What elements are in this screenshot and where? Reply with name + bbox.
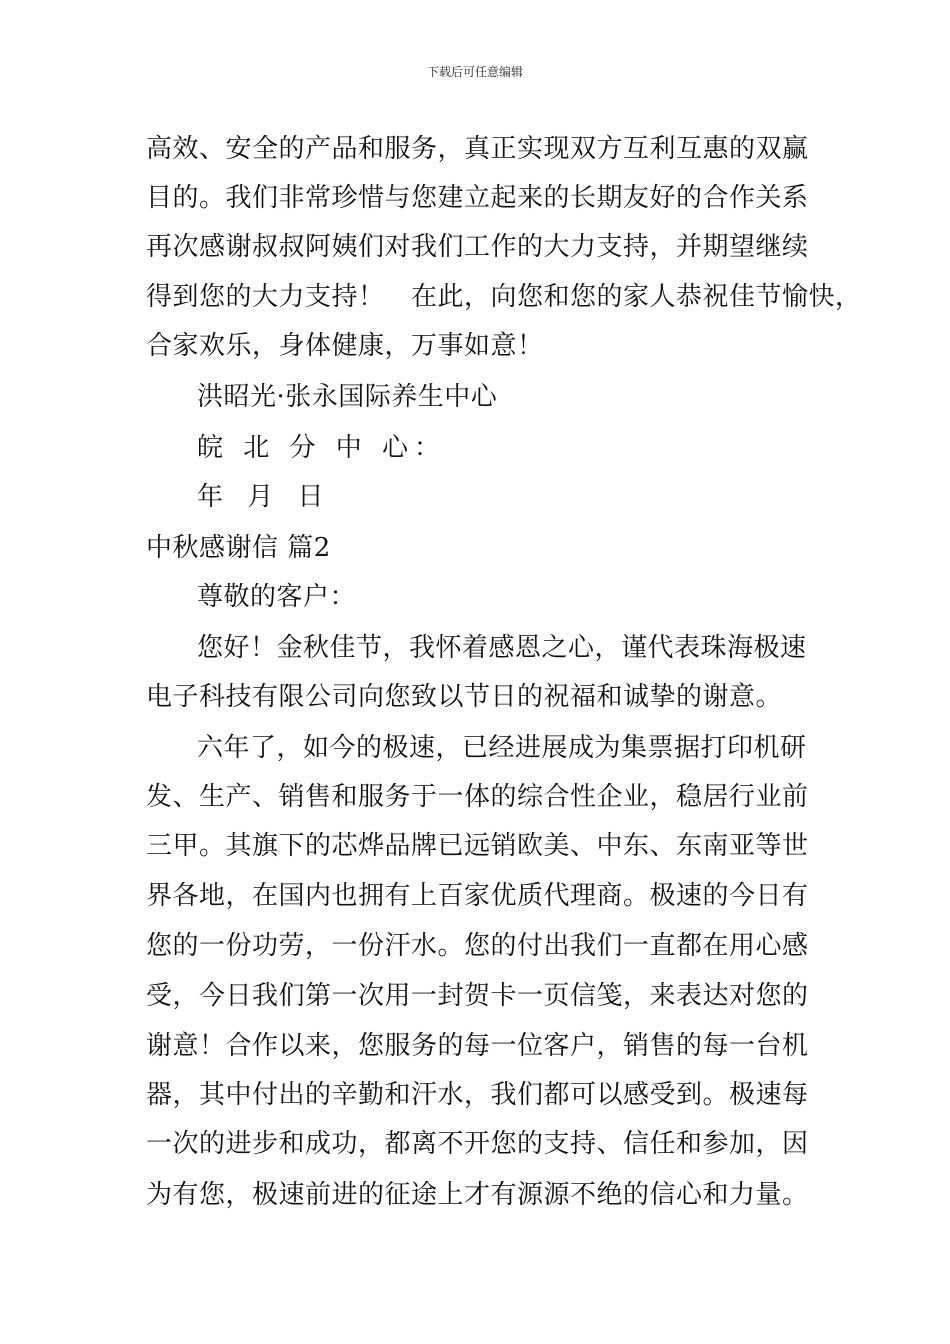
- page-header-note: 下载后可任意编辑: [426, 65, 523, 79]
- paragraph-line: 谢意！合作以来，您服务的每一位客户，销售的每一台机: [146, 1031, 809, 1061]
- paragraph-line: 六年了，如今的极速，已经进展成为集票据打印机研: [197, 733, 807, 763]
- section-title: 中秋感谢信 篇2: [146, 533, 331, 563]
- paragraph-line: 您好！金秋佳节，我怀着感恩之心，谨代表珠海极速: [197, 633, 807, 663]
- paragraph-line: 受，今日我们第一次用一封贺卡一页信笺，来表达对您的: [146, 981, 809, 1011]
- signature-date: 年 月 日: [197, 482, 332, 512]
- paragraph-line: 器，其中付出的辛勤和汗水，我们都可以感受到。极速每: [146, 1080, 809, 1110]
- paragraph-line: 合家欢乐，身体健康，万事如意！: [146, 331, 544, 361]
- paragraph-line: 目的。我们非常珍惜与您建立起来的长期友好的合作关系: [146, 183, 809, 213]
- signature-branch: 皖 北 分 中 心：: [197, 433, 447, 463]
- paragraph-line: 发、生产、销售和服务于一体的综合性企业，稳居行业前: [146, 782, 809, 812]
- paragraph-line: 为有您，极速前进的征途上才有源源不绝的信心和力量。: [146, 1180, 809, 1210]
- salutation: 尊敬的客户：: [197, 582, 357, 612]
- paragraph-line: 电子科技有限公司向您致以节日的祝福和诚挚的谢意。: [146, 682, 783, 712]
- paragraph-line: 高效、安全的产品和服务，真正实现双方互利互惠的双赢: [146, 134, 809, 164]
- signature-org: 洪昭光·张永国际养生中心: [197, 382, 498, 412]
- paragraph-line: 界各地，在国内也拥有上百家优质代理商。极速的今日有: [146, 881, 809, 911]
- paragraph-line: 一次的进步和成功，都离不开您的支持、信任和参加，因: [146, 1129, 809, 1159]
- paragraph-line: 得到您的大力支持！ 在此，向您和您的家人恭祝佳节愉快，: [146, 282, 862, 312]
- paragraph-line: 三甲。其旗下的芯烨品牌已远销欧美、中东、东南亚等世: [146, 831, 809, 861]
- paragraph-line: 再次感谢叔叔阿姨们对我们工作的大力支持，并期望继续: [146, 232, 809, 262]
- paragraph-line: 您的一份功劳，一份汗水。您的付出我们一直都在用心感: [146, 931, 809, 961]
